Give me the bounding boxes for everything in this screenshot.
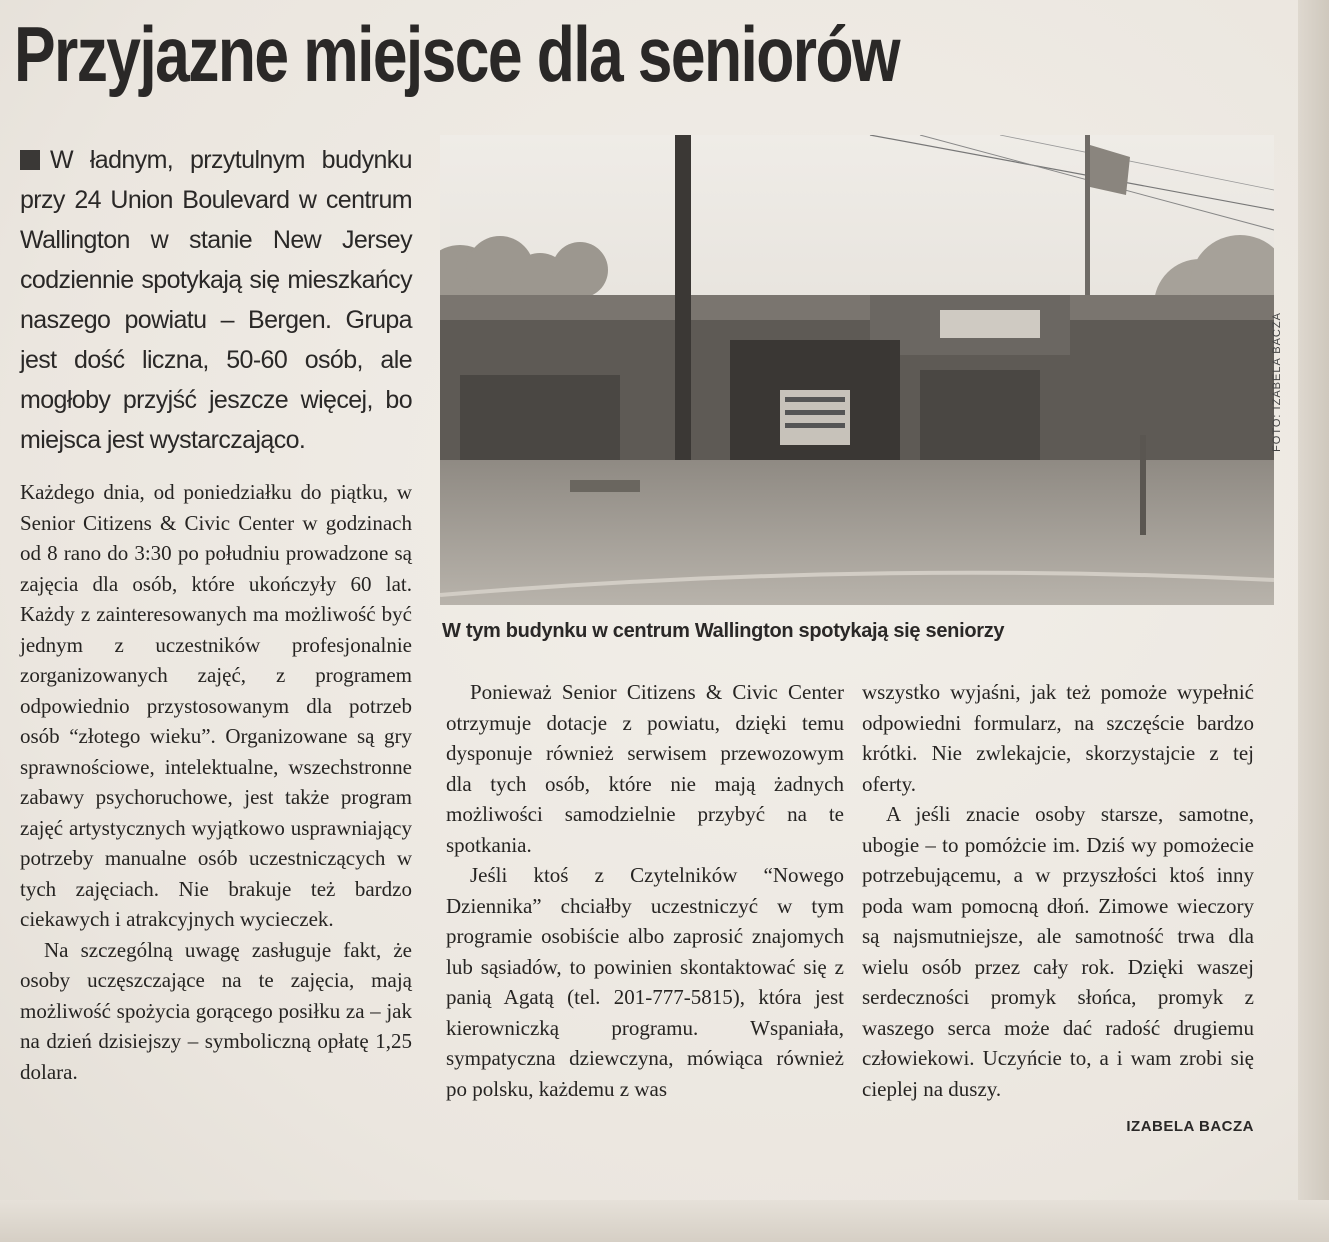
lead-text: W ładnym, przytulnym budynku przy 24 Union Boulevard w centrum Wallington w stanie New Jersey codziennie spotykają się mieszkańcy naszego powiatu – Bergen. Grupa jest dość liczna, 50-60 osób, ale mogłoby przyjść jeszcze więcej, bo miejsca jest wystarczająco.: [20, 146, 412, 454]
article-column-3: [862, 677, 1254, 1104]
author-byline: IZABELA BACZA: [1126, 1118, 1254, 1135]
photo-credit: FOTO: IZABELA BACZA: [1271, 312, 1283, 452]
article-lead: [20, 140, 412, 460]
article-headline: Przyjazne miejsce dla seniorów: [14, 10, 899, 98]
building-photo-illustration: [440, 135, 1274, 605]
paragraph: Na szczególną uwagę zasługuje fakt, że osoby uczęszczające na te zajęcia, mają możliwość spożycia gorącego posiłku za – jak na dzień dzisiejszy – symboliczną opłatę 1,25 dolara.: [20, 937, 412, 1084]
lead-square-marker: [20, 150, 40, 170]
article-photo: [440, 135, 1274, 605]
paragraph: wszystko wyjaśni, jak też pomoże wypełnić odpowiedni formularz, na szczęście bardzo krótki. Nie zwlekajcie, skorzystajcie z tej oferty.: [862, 680, 1254, 796]
photo-caption: W tym budynku w centrum Wallington spotykają się seniorzy: [442, 620, 1005, 642]
paragraph: Jeśli ktoś z Czytelników “Nowego Dziennika” chciałby uczestniczyć w tym programie osobiście albo zaprosić znajomych lub sąsiadów, to powinien skontaktować się z panią Agatą (tel. 201-777-5815), która jest kierowniczką programu. Wspaniała, sympatyczna dziewczyna, mówiąca również po polsku, każdemu z was: [446, 863, 844, 1101]
article-column-1: [20, 477, 412, 1087]
paragraph: Ponieważ Senior Citizens & Civic Center otrzymuje dotacje z powiatu, dzięki temu dysponuje również serwisem przewozowym dla tych osób, które nie mają żadnych możliwości samodzielnie przybyć na te spotkania.: [446, 680, 844, 857]
article-column-2: [446, 677, 844, 1104]
paragraph: Każdego dnia, od poniedziałku do piątku, w Senior Citizens & Civic Center w godzinach od 8 rano do 3:30 po południu prowadzone są zajęcia dla osób, które ukończyły 60 lat. Każdy z zainteresowanych ma możliwość być jednym z uczestników profesjonalnie zorganizowanych zajęć, z programem odpowiednio przystosowanym dla potrzeb osób “złotego wieku”. Organizowane są gry sprawnościowe, intelektualne, wszechstronne zabawy psychoruchowe, jest także program zajęć artystycznych wyjątkowo usprawniający potrzeby manualne osób uczestniczących w tych zajęciach. Nie brakuje też bardzo ciekawych i atrakcyjnych wycieczek.: [20, 480, 412, 931]
paper-edge-right: [1298, 0, 1329, 1242]
paragraph: A jeśli znacie osoby starsze, samotne, ubogie – to pomóżcie im. Dziś wy pomożecie potrzebującemu, a w przyszłości ktoś inny poda wam pomocną dłoń. Zimowe wieczory są najsmutniejsze, ale samotność trwa dla wielu osób przez cały rok. Dzięki waszej serdeczności promyk słońca, promyk z waszego serca może dać radość drugiemu człowiekowi. Uczyńcie to, a i wam zrobi się cieplej na duszy.: [862, 802, 1254, 1101]
paper-edge-bottom: [0, 1200, 1329, 1242]
